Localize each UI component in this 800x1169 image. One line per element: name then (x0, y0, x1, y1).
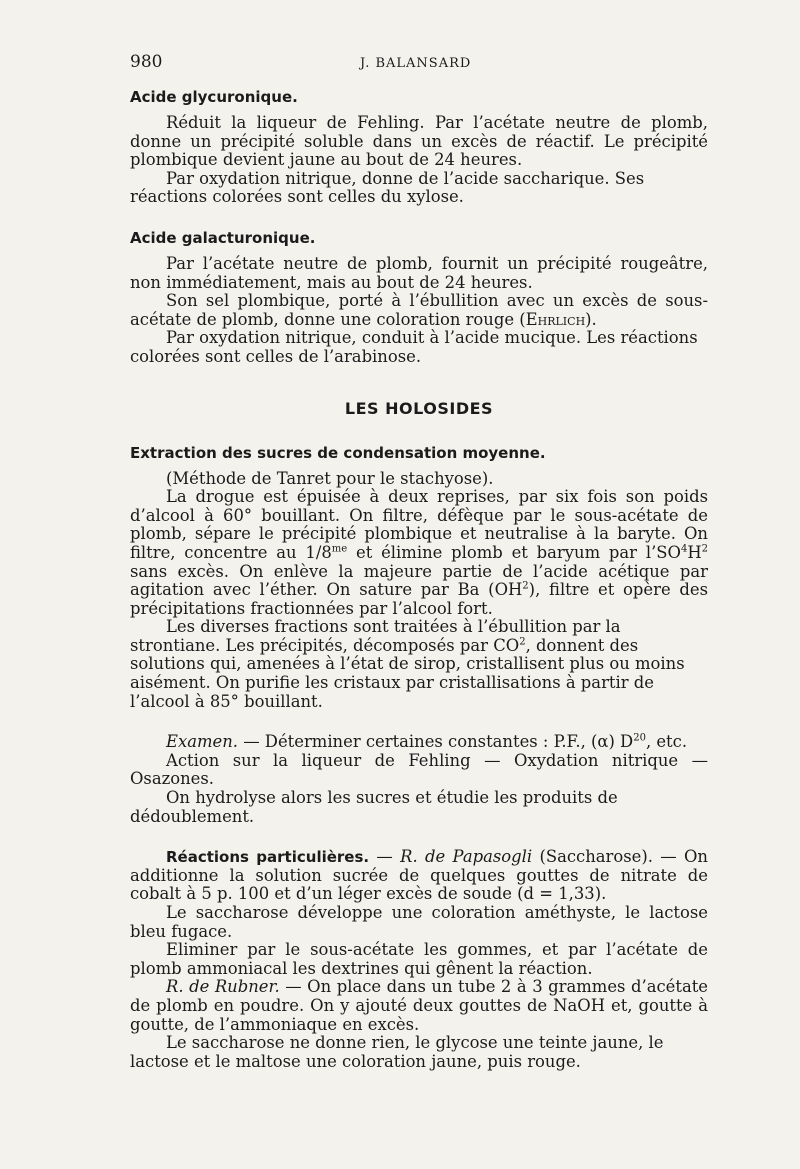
paragraph: Par l’acétate neutre de plomb, fournit un précipité rougeâtre, non immédiatement, mais au bout de 24 heures. (130, 253, 708, 292)
paragraph: Les diverses fractions sont traitées à l’ébullition par la strontiane. Les précipités, décomposés par $CO^2$, donnent des solutions qui, amenées à l’état de sirop, cristallisent plus ou moins aisément. On purifie les cristaux par cristallisations à partir de l’alcool à 85° bouillant. (130, 617, 685, 711)
section-heading-holosides: LES HOLOSIDES (344, 398, 494, 418)
paragraph: Par oxydation nitrique, donne de l’acide saccharique. Ses réactions colorées sont celles du xylose. (130, 168, 645, 207)
author-name: Ehrlich (525, 309, 586, 329)
running-header (130, 52, 708, 72)
paragraph: Eliminer par le sous-acétate les gommes, et par l’acétate de plomb ammoniacal les dextrines qui gênent la réaction. (130, 940, 708, 978)
paragraph: Son sel plombique, porté à l’ébullition avec un excès de sous-acétate de plomb, donne une coloration rouge (Ehrlich). (130, 291, 708, 329)
reaction-name: R. de Rubner. (166, 977, 280, 997)
heading-extraction: Extraction des sucres de condensation moyenne. (130, 443, 546, 462)
paragraph: R. de Rubner. — On place dans un tube 2 à 3 grammes d’acétate de plomb en poudre. On y ajouté deux gouttes de NaOH et, goutte à goutte, de l’ammoniaque en excès. (130, 977, 708, 1034)
paragraph: On hydrolyse alors les sucres et étudie les produits de dédoublement. (130, 788, 618, 826)
reactions-label: Réactions particulières. (166, 848, 370, 867)
paragraph: Le saccharose ne donne rien, le glycose une teinte jaune, le lactose et le maltose une coloration jaune, puis rouge. (130, 1033, 664, 1071)
paragraph: Par oxydation nitrique, conduit à l’acide mucique. Les réactions colorées sont celles de l’arabinose. (130, 328, 698, 366)
reaction-name: R. de Papasogli (400, 847, 533, 867)
paragraph: Le saccharose développe une coloration améthyste, le lactose bleu fugace. (130, 903, 708, 941)
paragraph-reactions: Réactions particulières. — R. de Papasogli (Saccharose). — On additionne la solution sucrée de quelques gouttes de nitrate de cobalt à 5 p. 100 et d’un léger excès de soude (d = 1,33). (130, 847, 708, 904)
paragraph: (Méthode de Tanret pour le stachyose). (166, 468, 494, 488)
running-title: J. BALANSARD (360, 56, 472, 71)
paragraph: La drogue est épuisée à deux reprises, par six fois son poids d’alcool à 60° bouillant. On filtre, défèque par le sous-acétate de plomb, sépare le précipité plombique et neutralise à la baryte. On filtre, concentre au $1/8^{me}$ et élimine plomb et baryum par $l’SO^4H^2$ sans excès. On enlève la majeure partie de l’acide acétique par agitation avec l’éther. On sature par Ba $(OH^2)$, filtre et opère des précipitations fractionnées par l’alcool fort. (130, 487, 708, 618)
paragraph-examen: Examen. — Déterminer certaines constantes : P.F., (α) $D^{20}$, etc. (166, 732, 688, 752)
heading-acide-galacturonique: Acide galacturonique. (130, 228, 316, 247)
page-number: 980 (130, 52, 163, 72)
paragraph: Action sur la liqueur de Fehling — Oxydation nitrique — Osazones. (130, 750, 708, 789)
examen-label: Examen. (166, 732, 238, 752)
heading-acide-glycuronique: Acide glycuronique. (130, 88, 298, 106)
paragraph: Réduit la liqueur de Fehling. Par l’acétate neutre de plomb, donne un précipité soluble dans un excès de réactif. Le précipité plombique devient jaune au bout de 24 heures. (130, 113, 708, 170)
